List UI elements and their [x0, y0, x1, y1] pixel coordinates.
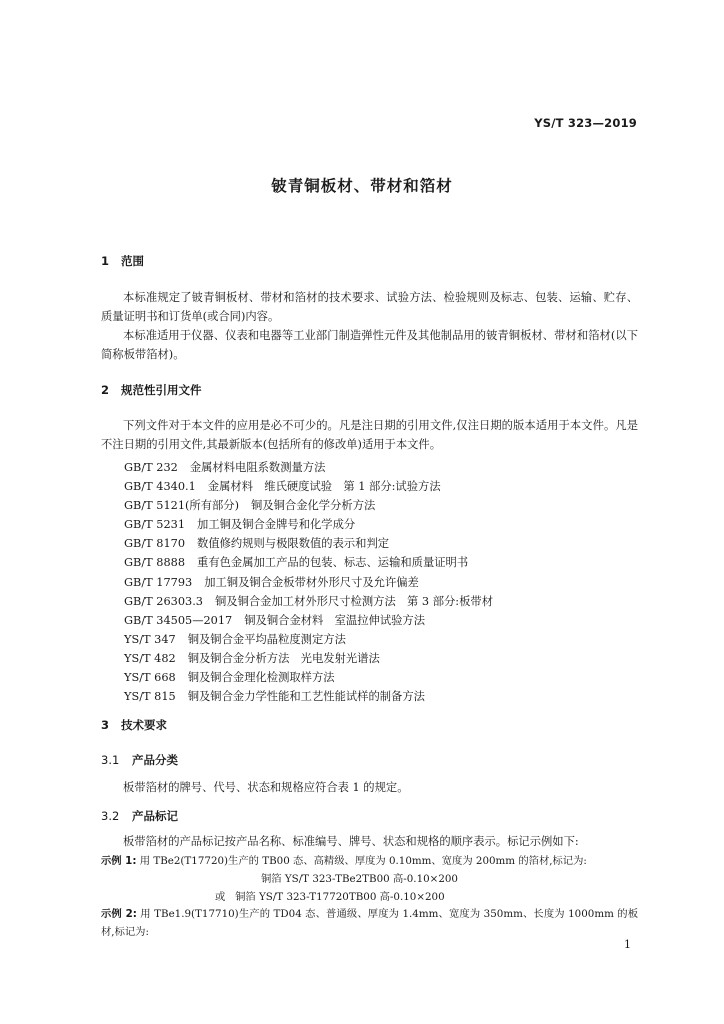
reference-item — [124, 458, 493, 477]
subsection-number: 3.1 — [101, 753, 120, 767]
standard-code: YS/T 323—2019 — [534, 116, 637, 130]
reference-item — [124, 477, 493, 496]
reference-title: 金属材料电阻系数测量方法 — [189, 461, 326, 474]
reference-code: YS/T 668 — [124, 671, 176, 685]
section-title: 技术要求 — [121, 718, 167, 732]
reference-title: 铜及铜合金平均晶粒度测定方法 — [187, 632, 346, 646]
example-2 — [101, 905, 638, 941]
reference-code: GB/T 8170 — [124, 537, 186, 551]
reference-item — [124, 592, 493, 611]
references-intro: 下列文件对于本文件的应用是必不可少的。凡是注日期的引用文件,仅注日期的版本适用于本文件。凡是不注日期的引用文件,其最新版本(包括所有的修改单)适用于本文件。 — [101, 419, 638, 451]
reference-title: 金属材料 维氏硬度试验 第 1 部分:试验方法 — [207, 480, 441, 494]
reference-title: 加工铜及铜合金牌号和化学成分 — [197, 518, 356, 532]
reference-item — [124, 496, 493, 515]
section-number: 3 — [101, 718, 110, 732]
subsection-title: 产品分类 — [132, 753, 178, 767]
reference-title: 铜及铜合金理化检测取样方法 — [187, 671, 335, 685]
reference-code: GB/T 17793 — [124, 575, 193, 589]
reference-item — [124, 630, 493, 649]
reference-code: GB/T 8888 — [124, 556, 186, 570]
section-1-heading — [101, 253, 144, 269]
subsection-title: 产品标记 — [132, 809, 178, 823]
example-text: 用 TBe1.9(T17710)生产的 TD04 态、普通级、厚度为 1.4mm、宽度为 350mm、长度为 1000mm 的板材,标记为: — [101, 908, 638, 938]
reference-title: 数值修约规则与极限数值的表示和判定 — [197, 537, 390, 551]
reference-code: GB/T 34505—2017 — [124, 613, 233, 627]
reference-item — [124, 611, 493, 630]
reference-item — [124, 553, 493, 572]
reference-code: YS/T 482 — [124, 651, 176, 665]
section-title: 范围 — [121, 254, 144, 268]
marking-text: 板带箔材的产品标记按产品名称、标准编号、牌号、状态和规格的顺序表示。标记示例如下: — [123, 835, 579, 848]
subsection-3-1-heading — [101, 752, 178, 768]
section-3-heading — [101, 717, 167, 733]
example-text: 用 TBe2(T17720)生产的 TB00 态、高精级、厚度为 0.10mm、宽度为 200mm 的箔材,标记为: — [139, 855, 587, 867]
page-number: 1 — [624, 938, 631, 951]
example-1-alternative — [215, 888, 445, 903]
example-1-mark-1: 铜箔 YS/T 323-TBe2TB00 高-0.10×200 — [261, 873, 458, 885]
reference-title: 重有色金属加工产品的包装、标志、运输和质量证明书 — [197, 556, 469, 570]
section-2-heading — [101, 382, 202, 398]
subsection-number: 3.2 — [101, 809, 120, 823]
example-label: 示例 2: — [101, 908, 137, 920]
reference-title: 加工铜及铜合金板带材外形尺寸及允许偏差 — [204, 575, 419, 589]
classification-text: 板带箔材的牌号、代号、状态和规格应符合表 1 的规定。 — [123, 781, 409, 794]
scope-paragraph-2: 本标准适用于仪器、仪表和电器等工业部门制造弹性元件及其他制品用的铍青铜板材、带材和箔材(以下简称板带箔材)。 — [101, 329, 638, 361]
or-word: 或 — [215, 891, 226, 903]
scope-paragraph-1: 本标准规定了铍青铜板材、带材和箔材的技术要求、试验方法、检验规则及标志、包装、运输、贮存、质量证明书和订货单(或合同)内容。 — [101, 291, 638, 323]
reference-code: GB/T 4340.1 — [124, 480, 196, 494]
reference-title: 铜及铜合金加工材外形尺寸检测方法 第 3 部分:板带材 — [214, 594, 493, 608]
reference-code: GB/T 5121(所有部分) — [124, 499, 240, 513]
reference-item — [124, 534, 493, 553]
reference-item — [124, 668, 493, 687]
reference-code: GB/T 5231 — [124, 518, 186, 532]
document-title: 铍青铜板材、带材和箔材 — [271, 177, 453, 195]
subsection-3-2-heading — [101, 808, 178, 824]
example-1 — [101, 852, 638, 870]
reference-item — [124, 515, 493, 534]
reference-code: YS/T 815 — [124, 690, 176, 704]
section-number: 1 — [101, 254, 110, 268]
section-number: 2 — [101, 383, 110, 397]
reference-code: YS/T 347 — [124, 632, 176, 646]
reference-item — [124, 649, 493, 668]
section-title: 规范性引用文件 — [121, 383, 202, 397]
reference-item — [124, 573, 493, 592]
reference-title: 铜及铜合金分析方法 光电发射光谱法 — [187, 651, 380, 665]
reference-title: 铜及铜合金材料 室温拉伸试验方法 — [244, 613, 426, 627]
reference-code: GB/T 232 — [124, 461, 178, 474]
reference-code: GB/T 26303.3 — [124, 594, 203, 608]
reference-list — [124, 458, 493, 706]
example-label: 示例 1: — [101, 855, 137, 867]
reference-title: 铜及铜合金化学分析方法 — [251, 499, 376, 513]
reference-title: 铜及铜合金力学性能和工艺性能试样的制备方法 — [187, 690, 425, 704]
example-1-mark-2: 铜箔 YS/T 323-T17720TB00 高-0.10×200 — [235, 891, 445, 903]
reference-item — [124, 687, 493, 706]
